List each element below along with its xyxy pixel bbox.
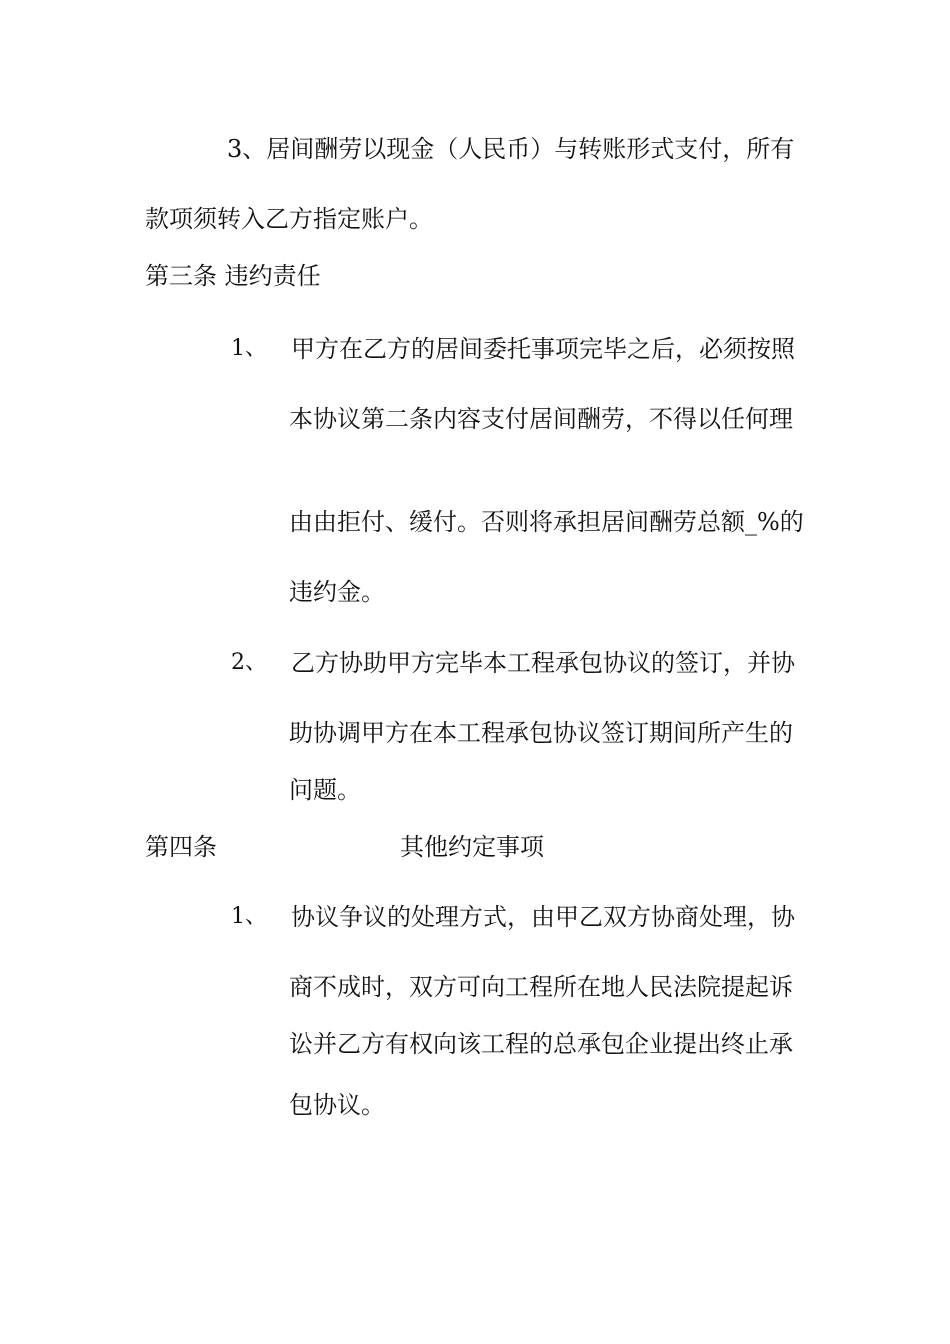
article4-item1-line1: 协议争议的处理方式，由甲乙双方协商处理，协 [291,903,795,931]
article3-item1-line1: 甲方在乙方的居间委托事项完毕之后，必须按照 [291,335,795,363]
article3-item2-line1: 乙方协助甲方完毕本工程承包协议的签订，并协 [291,649,795,677]
article3-item2-line3: 问题。 [289,776,361,804]
clause2-item3-line2: 款项须转入乙方指定账户。 [145,205,433,233]
article3-item1-line4: 违约金。 [289,578,385,606]
article3-heading: 第三条 违约责任 [145,262,321,290]
article4-item1-line3: 讼并乙方有权向该工程的总承包企业提出终止承 [289,1030,793,1058]
article4-item1-line4: 包协议。 [289,1091,385,1119]
article4-item1-line2: 商不成时，双方可向工程所在地人民法院提起诉 [289,973,793,1001]
article3-item2-line2: 助协调甲方在本工程承包协议签订期间所产生的 [289,719,793,747]
article3-item1-line3: 由由拒付、缓付。否则将承担居间酬劳总额_%的 [289,508,804,536]
article4-item1-number: 1、 [231,904,267,929]
article3-item1-number: 1、 [231,336,267,361]
clause2-item3-line1: 3、居间酬劳以现金（人民币）与转账形式支付，所有 [227,135,795,163]
article4-label: 第四条 [145,833,217,861]
article3-item1-line2: 本协议第二条内容支付居间酬劳，不得以任何理 [289,405,793,433]
article4-heading: 其他约定事项 [400,833,544,861]
article3-item2-number: 2、 [231,650,267,675]
